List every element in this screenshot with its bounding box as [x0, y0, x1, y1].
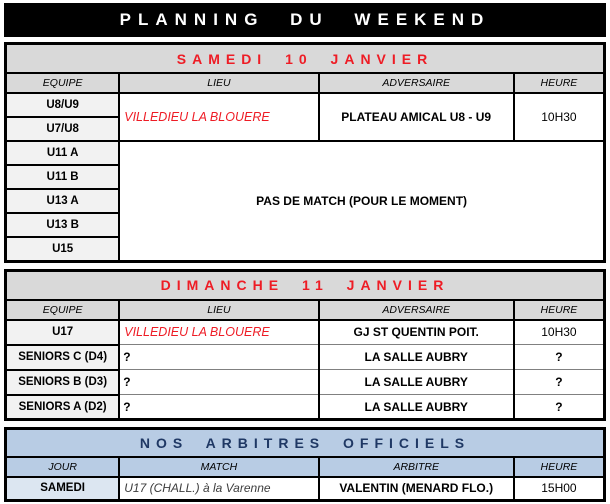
team-cell-seniors-c: SENIORS C (D4) [6, 345, 120, 370]
samedi-section-row [6, 44, 605, 74]
arbitres-table [4, 427, 606, 502]
header-jour: JOUR [6, 457, 120, 477]
heure-cell: 10H30 [514, 93, 605, 141]
header-equipe: EQUIPE [6, 300, 120, 320]
samedi-section-title: SAMEDI 10 JANVIER [6, 44, 605, 74]
table-row [6, 345, 605, 370]
team-cell-u8u9: U8/U9 [6, 93, 120, 117]
header-match: MATCH [119, 457, 318, 477]
adversaire-cell: LA SALLE AUBRY [319, 395, 514, 420]
samedi-header-row [6, 73, 605, 93]
header-lieu: LIEU [119, 73, 318, 93]
table-row [6, 320, 605, 345]
jour-cell: SAMEDI [6, 477, 120, 500]
match-cell: U17 (CHALL.) à la Varenne [119, 477, 318, 500]
heure-cell: ? [514, 345, 605, 370]
team-cell-u11b: U11 B [6, 165, 120, 189]
header-adversaire: ADVERSAIRE [319, 73, 514, 93]
team-cell-u7u8: U7/U8 [6, 117, 120, 141]
table-row [6, 141, 605, 165]
header-lieu: LIEU [119, 300, 318, 320]
team-cell-seniors-a: SENIORS A (D2) [6, 395, 120, 420]
page-title: PLANNING DU WEEKEND [4, 3, 606, 37]
adversaire-cell: PLATEAU AMICAL U8 - U9 [319, 93, 514, 141]
arbitres-header-row [6, 457, 605, 477]
team-cell-u13b: U13 B [6, 213, 120, 237]
dimanche-header-row [6, 300, 605, 320]
team-cell-u17: U17 [6, 320, 120, 345]
heure-cell: ? [514, 370, 605, 395]
arbitre-cell: VALENTIN (MENARD FLO.) [319, 477, 514, 500]
dimanche-section-row [6, 270, 605, 300]
dimanche-section-title: DIMANCHE 11 JANVIER [6, 270, 605, 300]
table-row [6, 370, 605, 395]
header-adversaire: ADVERSAIRE [319, 300, 514, 320]
team-cell-u13a: U13 A [6, 189, 120, 213]
header-equipe: EQUIPE [6, 73, 120, 93]
no-match-cell: PAS DE MATCH (POUR LE MOMENT) [119, 141, 604, 261]
header-arbitre: ARBITRE [319, 457, 514, 477]
team-cell-seniors-b: SENIORS B (D3) [6, 370, 120, 395]
table-row [6, 93, 605, 117]
table-row [6, 395, 605, 420]
header-heure: HEURE [514, 300, 605, 320]
arbitres-section-row [6, 429, 605, 458]
team-cell-u11a: U11 A [6, 141, 120, 165]
adversaire-cell: LA SALLE AUBRY [319, 345, 514, 370]
dimanche-table [4, 269, 606, 422]
heure-cell: ? [514, 395, 605, 420]
lieu-cell: ? [119, 370, 318, 395]
header-heure: HEURE [514, 457, 605, 477]
lieu-cell: ? [119, 345, 318, 370]
adversaire-cell: LA SALLE AUBRY [319, 370, 514, 395]
header-heure: HEURE [514, 73, 605, 93]
table-row [6, 477, 605, 500]
heure-cell: 15H00 [514, 477, 605, 500]
team-cell-u15: U15 [6, 237, 120, 261]
samedi-table [4, 42, 606, 263]
heure-cell: 10H30 [514, 320, 605, 345]
arbitres-section-title: NOS ARBITRES OFFICIELS [6, 429, 605, 458]
adversaire-cell: GJ ST QUENTIN POIT. [319, 320, 514, 345]
lieu-cell: ? [119, 395, 318, 420]
lieu-cell: VILLEDIEU LA BLOUERE [119, 320, 318, 345]
lieu-cell: VILLEDIEU LA BLOUERE [119, 93, 318, 141]
